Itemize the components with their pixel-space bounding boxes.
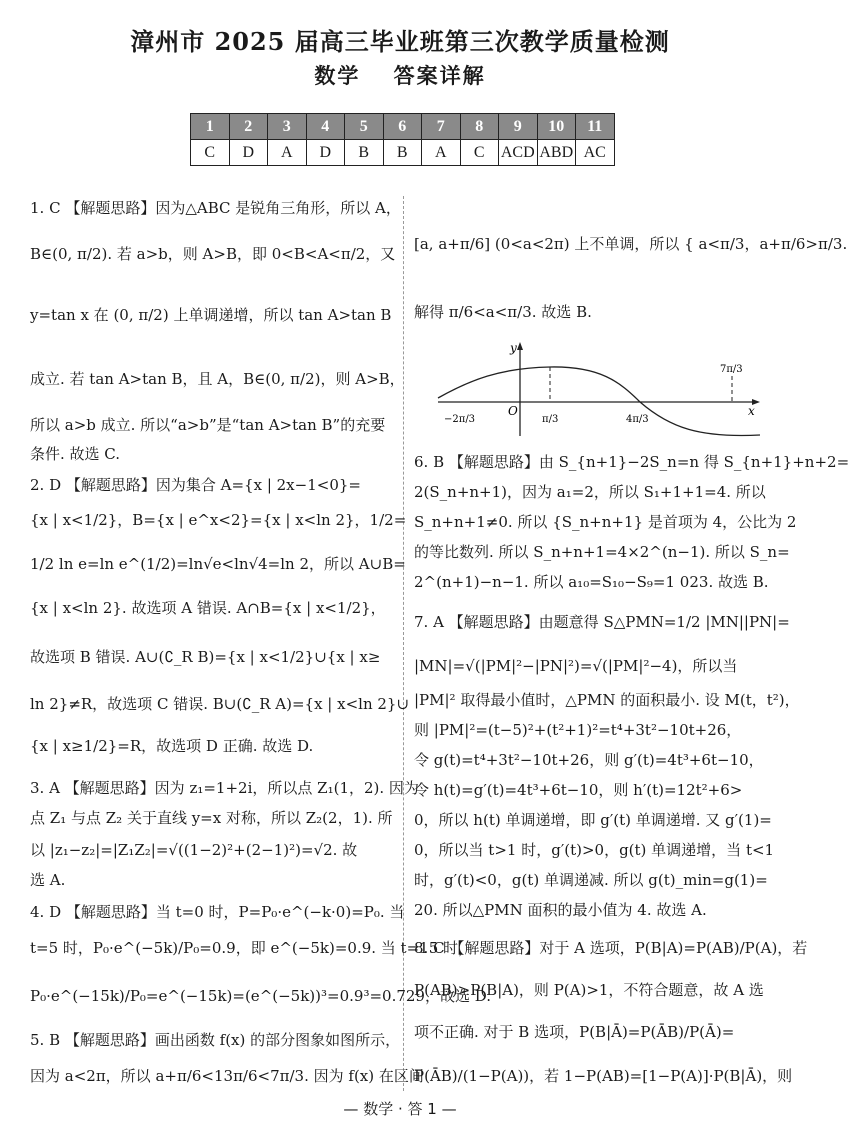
solution-line: 7. A 【解题思路】由题意得 S△PMN=1/2 |MN||PN|=: [414, 613, 790, 631]
solution-line: 0，所以当 t>1 时，g′(t)>0，g(t) 单调递增，当 t<1: [414, 841, 775, 859]
answer-table-header-row: [191, 114, 615, 140]
answer-cell: A: [422, 140, 461, 166]
solution-line: P₀·e^(−15k)/P₀=e^(−15k)=(e^(−5k))³=0.9³=0.729，故选 D.: [30, 987, 492, 1005]
solution-line: 2. D 【解题思路】因为集合 A={x | 2x−1<0}=: [30, 476, 361, 494]
question-number: 11: [576, 114, 615, 140]
solution-line: 条件. 故选 C.: [30, 445, 121, 463]
answer-cell: D: [229, 140, 268, 166]
solution-line: y=tan x 在 (0, π/2) 上单调递增，所以 tan A>tan B: [30, 306, 392, 324]
question-number: 10: [537, 114, 576, 140]
question-number: 3: [268, 114, 307, 140]
solution-line: 因为 a<2π，所以 a+π/6<13π/6<7π/3. 因为 f(x) 在区间: [30, 1067, 424, 1085]
question-number: 1: [191, 114, 230, 140]
function-graph: [430, 340, 770, 440]
answer-cell: B: [345, 140, 384, 166]
answer-cell: ABD: [537, 140, 576, 166]
solution-line: 0，所以 h(t) 单调递增，即 g′(t) 单调递增. 又 g′(1)=: [414, 811, 772, 829]
solution-line: 4. D 【解题思路】当 t=0 时，P=P₀·e^(−k·0)=P₀. 当: [30, 903, 405, 921]
solution-line: {x | x<ln 2}. 故选项 A 错误. A∩B={x | x<1/2}，: [30, 599, 386, 617]
question-number: 6: [383, 114, 422, 140]
x-axis-label: x: [748, 404, 755, 418]
solution-line: [a, a+π/6] (0<a<2π) 上不单调，所以 { a<π/3，a+π/6>π/3.: [414, 235, 848, 253]
solution-line: 令 g(t)=t⁴+3t²−10t+26，则 g′(t)=4t³+6t−10，: [414, 751, 764, 769]
answer-cell: B: [383, 140, 422, 166]
solution-line: 以 |z₁−z₂|=|Z₁Z₂|=√((1−2)²+(2−1)²)=√2. 故: [30, 841, 358, 859]
solution-line: |PM|² 取得最小值时，△PMN 的面积最小. 设 M(t，t²)，: [414, 691, 800, 709]
question-number: 2: [229, 114, 268, 140]
tick-label: −2π/3: [444, 414, 476, 425]
solution-line: S_n+n+1≠0. 所以 {S_n+n+1} 是首项为 4，公比为 2: [414, 513, 797, 531]
answer-cell: ACD: [499, 140, 538, 166]
solution-line: 1. C 【解题思路】因为△ABC 是锐角三角形，所以 A，: [30, 199, 401, 217]
answer-cell: A: [268, 140, 307, 166]
question-number: 5: [345, 114, 384, 140]
solution-line: 项不正确. 对于 B 选项，P(B|Ā)=P(ĀB)/P(Ā)=: [414, 1023, 735, 1041]
answer-table: [190, 113, 615, 166]
origin-label: O: [508, 404, 518, 418]
y-axis-label: y: [510, 341, 517, 355]
solution-line: 点 Z₁ 与点 Z₂ 关于直线 y=x 对称，所以 Z₂(2，1). 所: [30, 809, 393, 827]
page-subtitle: [0, 60, 800, 90]
solution-line: B∈(0, π/2). 若 a>b，则 A>B，即 0<B<A<π/2，又: [30, 245, 396, 263]
solution-line: t=5 时，P₀·e^(−5k)/P₀=0.9，即 e^(−5k)=0.9. 当 t=15 时，: [30, 939, 474, 957]
answer-cell: AC: [576, 140, 615, 166]
solution-line: 2(S_n+n+1)，因为 a₁=2，所以 S₁+1+1=4. 所以: [414, 483, 766, 501]
page-footer: — 数学 · 答 1 —: [343, 1100, 457, 1118]
solution-line: 的等比数列. 所以 S_n+n+1=4×2^(n−1). 所以 S_n=: [414, 543, 790, 561]
solution-line: 5. B 【解题思路】画出函数 f(x) 的部分图象如图所示，: [30, 1031, 401, 1049]
solution-line: P(ĀB)/(1−P(A))，若 1−P(AB)=[1−P(A)]·P(B|Ā)，则: [414, 1067, 793, 1085]
solution-line: P(AB)>P(B|A)，则 P(A)>1，不符合题意，故 A 选: [414, 981, 764, 999]
answer-cell: C: [460, 140, 499, 166]
tick-label: 4π/3: [626, 414, 649, 425]
question-number: 9: [499, 114, 538, 140]
solution-line: 故选项 B 错误. A∪(∁_R B)={x | x<1/2}∪{x | x≥: [30, 648, 381, 666]
solution-line: 3. A 【解题思路】因为 z₁=1+2i，所以点 Z₁(1，2). 因为: [30, 779, 419, 797]
answer-cell: D: [306, 140, 345, 166]
solution-line: {x | x<1/2}，B={x | e^x<2}={x | x<ln 2}，1/2=: [30, 511, 407, 529]
y-axis-arrow: [517, 342, 523, 350]
solution-line: {x | x≥1/2}=R，故选项 D 正确. 故选 D.: [30, 737, 314, 755]
question-number: 4: [306, 114, 345, 140]
solution-line: 选 A.: [30, 871, 66, 889]
solution-line: 20. 所以△PMN 面积的最小值为 4. 故选 A.: [414, 901, 707, 919]
solution-line: |MN|=√(|PM|²−|PN|²)=√(|PM|²−4)，所以当: [414, 657, 738, 675]
solution-line: 解得 π/6<a<π/3. 故选 B.: [414, 303, 592, 321]
question-number: 7: [422, 114, 461, 140]
solution-line: 令 h(t)=g′(t)=4t³+6t−10，则 h′(t)=12t²+6>: [414, 781, 743, 799]
solution-line: 成立. 若 tan A>tan B，且 A，B∈(0, π/2)，则 A>B，: [30, 370, 405, 388]
solution-line: 1/2 ln e=ln e^(1/2)=ln√e<ln√4=ln 2，所以 A∪B=: [30, 555, 406, 573]
solution-line: 时，g′(t)<0，g(t) 单调递减. 所以 g(t)_min=g(1)=: [414, 871, 768, 889]
sine-curve: [438, 367, 760, 436]
question-number: 8: [460, 114, 499, 140]
solution-line: 8. C 【解题思路】对于 A 选项，P(B|A)=P(AB)/P(A)，若: [414, 939, 808, 957]
solution-line: 则 |PM|²=(t−5)²+(t²+1)²=t⁴+3t²−10t+26，: [414, 721, 742, 739]
answer-table-answer-row: [191, 140, 615, 166]
answer-cell: C: [191, 140, 230, 166]
solution-line: 2^(n+1)−n−1. 所以 a₁₀=S₁₀−S₉=1 023. 故选 B.: [414, 573, 769, 591]
doc-type-label: 答案详解: [393, 63, 486, 88]
solution-line: 6. B 【解题思路】由 S_{n+1}−2S_n=n 得 S_{n+1}+n+2=: [414, 453, 849, 471]
page-title: 漳州市 2025 届高三毕业班第三次教学质量检测: [130, 27, 670, 56]
tick-label: π/3: [542, 414, 559, 425]
solution-line: ln 2}≠R，故选项 C 错误. B∪(∁_R A)={x | x<ln 2}∪: [30, 695, 410, 713]
solution-line: 所以 a>b 成立. 所以“a>b”是“tan A>tan B”的充要: [30, 416, 386, 434]
subject-label: 数学: [314, 63, 361, 88]
tick-label: 7π/3: [720, 364, 743, 375]
